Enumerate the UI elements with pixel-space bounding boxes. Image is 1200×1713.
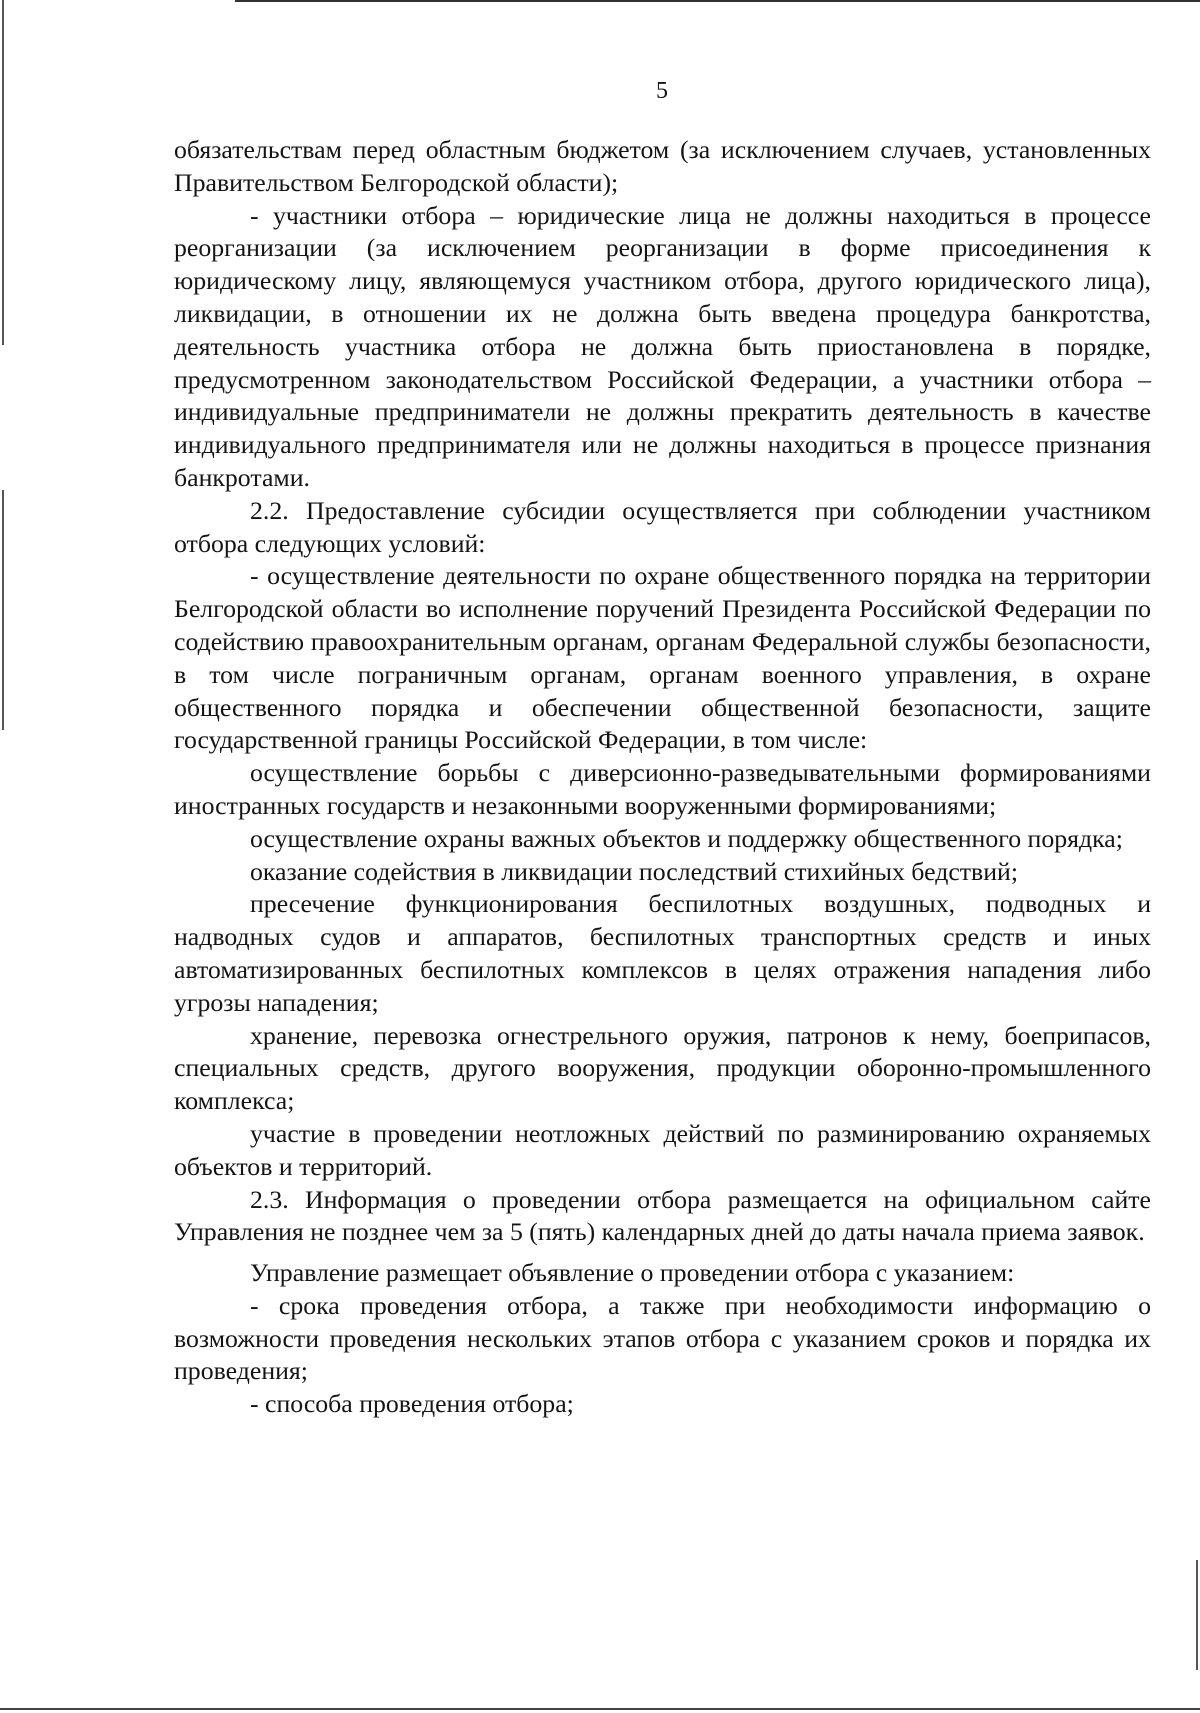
paragraph-announcement-intro: Управление размещает объявление о проведении отбора с указанием: xyxy=(250,1258,1015,1288)
list-item-unmanned-systems: пресечение функционирования беспилотных воздушных, подводных и надводных судов и аппаратов, беспилотных транспортных средств и иных автоматизированных беспилотных комплексов в целях отражения нападения либо угрозы нападения; xyxy=(174,889,1151,1017)
paragraph-2-2: 2.2. Предоставление субсидии осуществляется при соблюдении участником отбора следующих условий: xyxy=(174,495,1151,558)
paragraph-legal-entities-condition: - участники отбора – юридические лица не должны находиться в процессе реорганизации (за исключением реорганизации в форме присоединения к юридическому лицу, являющемуся участником отбора, другого юридического лица), ликвидации, в отношении их не должна быть введена процедура банкротства, деятельность участника отбора не должна быть приостановлена в порядке, предусмотренном законодательством Российской Федерации, а участники отбора – индивидуальные предприниматели не должны прекратить деятельность в качестве индивидуального предпринимателя или не должны находиться в процессе признания банкротами. xyxy=(174,200,1151,492)
list-item-sabotage-groups: осуществление борьбы с диверсионно-разведывательными формированиями иностранных государств и незаконными вооруженными формированиями; xyxy=(174,758,1151,820)
scan-edge-right xyxy=(1196,1560,1198,1670)
list-item-selection-method: - способа проведения отбора; xyxy=(250,1389,574,1419)
scan-edge-bottom xyxy=(0,1708,1200,1710)
paragraph-public-order-activity: - осуществление деятельности по охране общественного порядка на территории Белгородской области во исполнение поручений Президента Российской Федерации по содействию правоохранительным органам, органам Федеральной службы безопасности, в том числе пограничным органам, органам военного управления, в охране общественного порядка и обеспечении общественной безопасности, защите государственной границы Российской Федерации, в том числе: xyxy=(174,561,1151,755)
scan-edge-top xyxy=(235,0,1200,2)
list-item-object-protection: осуществление охраны важных объектов и поддержку общественного порядка; xyxy=(250,823,1123,853)
paragraph-2-3: 2.3. Информация о проведении отбора размещается на официальном сайте Управления не позднее чем за 5 (пять) календарных дней до даты начала приема заявок. xyxy=(174,1184,1151,1247)
list-item-disaster-relief: оказание содействия в ликвидации последствий стихийных бедствий; xyxy=(250,856,1019,886)
scan-edge-left xyxy=(2,490,4,730)
page-number: 5 xyxy=(656,78,668,104)
list-item-weapons-storage: хранение, перевозка огнестрельного оружия, патронов к нему, боеприпасов, специальных средств, другого вооружения, продукции оборонно-промышленного комплекса; xyxy=(174,1020,1151,1116)
document-body xyxy=(174,134,1151,1421)
list-item-demining: участие в проведении неотложных действий по разминированию охраняемых объектов и территорий. xyxy=(174,1118,1151,1181)
scan-edge-left xyxy=(2,0,4,345)
paragraph-obligations-end: обязательствам перед областным бюджетом (за исключением случаев, установленных Правительством Белгородской области); xyxy=(174,135,1151,197)
list-item-selection-period: - срока проведения отбора, а также при необходимости информацию о возможности проведения нескольких этапов отбора с указанием сроков и порядка их проведения; xyxy=(174,1290,1151,1386)
